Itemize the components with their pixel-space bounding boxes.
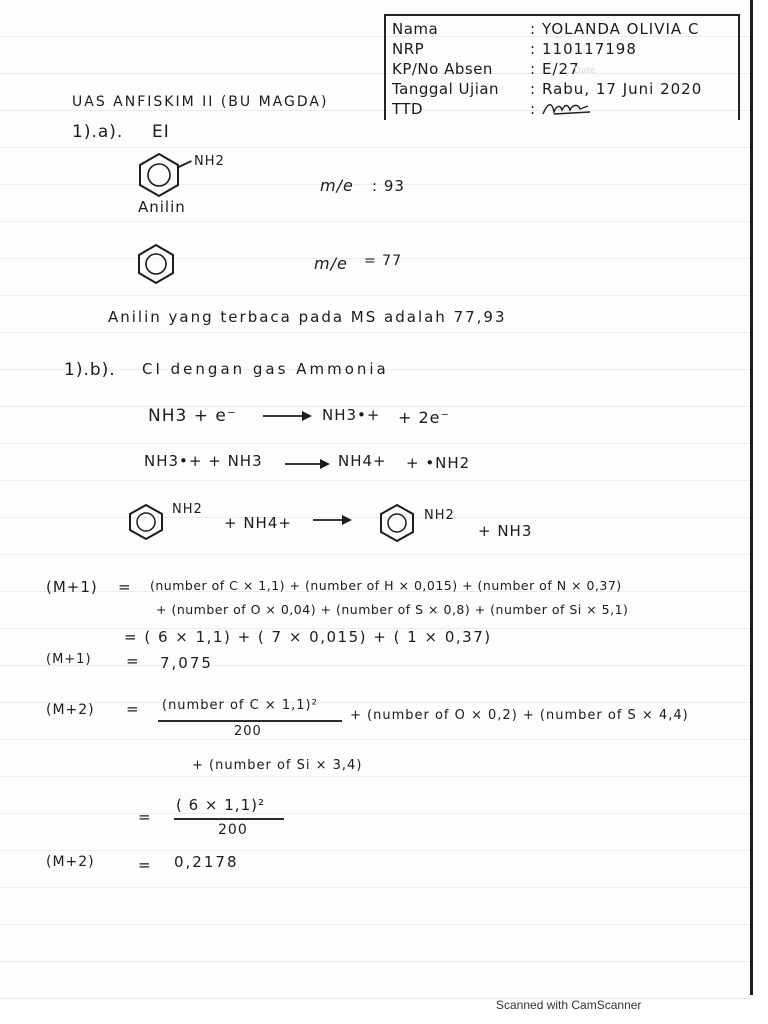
identity-box (384, 14, 740, 120)
arrow-right-icon (312, 514, 352, 526)
m2-sub-numerator: ( 6 × 1,1)² (176, 796, 265, 814)
identity-label: Tanggal Ujian (392, 80, 500, 98)
m2-sub-denominator: 200 (218, 822, 248, 838)
compound-name: Anilin (138, 198, 186, 216)
me-label-1: m/e (320, 176, 354, 195)
ghost-date-text: Date (574, 66, 596, 76)
equals-sign: = (118, 578, 132, 596)
m1-result: 7,075 (160, 654, 213, 672)
identity-colon: : (530, 60, 536, 78)
q1a-method: EI (152, 122, 170, 142)
fraction-bar (158, 720, 342, 722)
me-value-1: : 93 (372, 177, 405, 195)
identity-label: NRP (392, 40, 425, 58)
m2-denominator: 200 (234, 724, 262, 739)
identity-row-ttd (392, 100, 732, 120)
m1-formula-line2: + (number of O × 0,04) + (number of S × 0,8) + (number of Si × 5,1) (156, 602, 629, 617)
identity-label: KP/No Absen (392, 60, 493, 78)
identity-label: TTD (392, 100, 424, 118)
identity-value: 110117198 (542, 40, 637, 58)
eq1-rhs: NH3•+ (322, 406, 381, 424)
identity-label: Nama (392, 20, 439, 38)
eq2-rhs: NH4+ (338, 452, 387, 470)
identity-colon: : (530, 80, 536, 98)
eq1-tail: + 2e⁻ (398, 408, 450, 427)
benzene-ring-icon (134, 150, 184, 200)
equals-sign: = (138, 856, 152, 874)
identity-row-name (392, 20, 732, 40)
identity-colon: : (530, 100, 536, 118)
benzene-ring-icon (134, 242, 178, 286)
amine-group-label: NH2 (172, 502, 203, 517)
m2-formula-rest: + (number of O × 0,2) + (number of S × 4,4) (350, 708, 689, 723)
benzene-ring-icon (126, 502, 166, 542)
q1b-method: CI dengan gas Ammonia (142, 360, 389, 378)
identity-row-kp (392, 60, 732, 80)
scanner-watermark: Scanned with CamScanner (496, 998, 642, 1012)
m1-label: (M+1) (46, 578, 98, 596)
amine-group-label: NH2 (424, 508, 455, 523)
me-label-2: m/e (314, 254, 348, 273)
signature-image (540, 98, 594, 120)
arrow-right-icon (284, 458, 330, 470)
m2-result-label: (M+2) (46, 854, 95, 870)
identity-row-nrp (392, 40, 732, 60)
q1a-heading: 1).a). (72, 122, 124, 142)
exam-title: UAS ANFISKIM II (BU MAGDA) (72, 94, 329, 110)
benzene-ring-icon (376, 502, 418, 544)
identity-colon: : (530, 20, 536, 38)
m1-formula-line1: (number of C × 1,1) + (number of H × 0,015) + (number of N × 0,37) (150, 578, 622, 593)
q1b-heading: 1).b). (64, 360, 116, 380)
m2-label: (M+2) (46, 702, 95, 718)
identity-row-date (392, 80, 732, 100)
amine-group-label: NH2 (194, 154, 225, 169)
eq2-lhs: NH3•+ + NH3 (144, 452, 263, 470)
eq2-tail: + •NH2 (406, 454, 471, 472)
page-right-edge (750, 0, 753, 995)
m1-result-label: (M+1) (46, 652, 92, 667)
equals-sign: = (126, 700, 140, 718)
eq3-mid: + NH4+ (224, 514, 292, 532)
equals-sign: = (138, 808, 152, 826)
arrow-right-icon (262, 410, 312, 422)
eq3-tail: + NH3 (478, 522, 533, 540)
m2-result: 0,2178 (174, 853, 239, 871)
me-value-2: = 77 (364, 253, 402, 269)
identity-value: E/27 (542, 60, 580, 78)
identity-value: Rabu, 17 Juni 2020 (542, 80, 703, 98)
m1-substitution: = ( 6 × 1,1) + ( 7 × 0,015) + ( 1 × 0,37) (124, 628, 492, 646)
identity-colon: : (530, 40, 536, 58)
m2-numerator: (number of C × 1,1)² (162, 698, 318, 713)
fraction-bar (174, 818, 284, 820)
eq1-lhs: NH3 + e⁻ (148, 406, 237, 426)
m2-formula-line2: + (number of Si × 3,4) (192, 758, 363, 773)
q1a-conclusion: Anilin yang terbaca pada MS adalah 77,93 (108, 308, 507, 326)
identity-value: YOLANDA OLIVIA C (542, 20, 700, 38)
equals-sign: = (126, 652, 140, 670)
